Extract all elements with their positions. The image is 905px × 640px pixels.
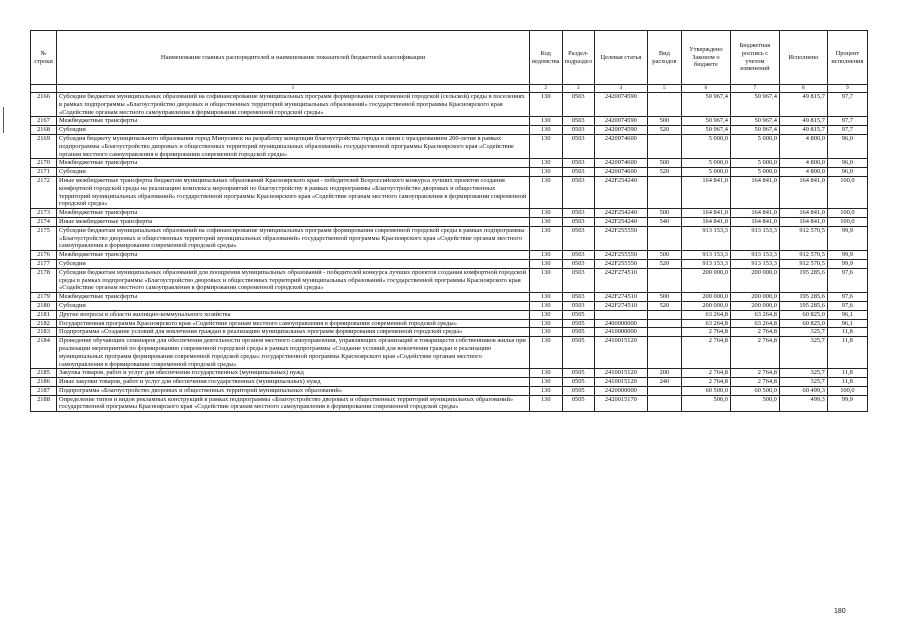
table-row — [31, 337, 868, 369]
percent-cell: 96,0 — [827, 168, 867, 177]
name-cell: Подпрограмма «Благоустройство дворовых и общественных территорий муниципальных образований» — [57, 386, 530, 395]
department-code-cell: 130 — [530, 319, 563, 328]
schedule-amount-cell: 200 000,0 — [730, 268, 779, 292]
name-cell: Закупка товаров, работ и услуг для обеспечения государственных (муниципальных) нужд — [57, 369, 530, 378]
table-row — [31, 126, 868, 135]
approved-amount-cell: 500,0 — [681, 395, 730, 412]
percent-cell: 11,8 — [827, 378, 867, 387]
executed-amount-cell: 164 841,0 — [779, 209, 827, 218]
schedule-amount-cell: 2 764,8 — [730, 378, 779, 387]
target-item-cell: 2420074590 — [594, 117, 647, 126]
department-code-cell: 130 — [530, 301, 563, 310]
header-section: Раздел-подраздел — [562, 31, 594, 85]
approved-amount-cell: 5 000,0 — [681, 168, 730, 177]
section-cell: 0503 — [562, 301, 594, 310]
executed-amount-cell: 60 825,0 — [779, 319, 827, 328]
percent-cell: 11,8 — [827, 369, 867, 378]
row-number-cell: 2188 — [31, 395, 57, 412]
target-item-cell: 242F255550 — [594, 251, 647, 260]
name-cell: Субсидии — [57, 168, 530, 177]
executed-amount-cell: 195 285,6 — [779, 301, 827, 310]
name-cell: Иные закупки товаров, работ и услуг для обеспечения государственных (муниципальных) нужд — [57, 378, 530, 387]
target-item-cell: 2420074590 — [594, 126, 647, 135]
executed-amount-cell: 4 800,0 — [779, 168, 827, 177]
table-row — [31, 301, 868, 310]
approved-amount-cell: 60 500,0 — [681, 386, 730, 395]
approved-amount-cell: 5 000,0 — [681, 159, 730, 168]
approved-amount-cell: 2 764,8 — [681, 378, 730, 387]
department-code-cell: 130 — [530, 93, 563, 117]
row-number-cell: 2166 — [31, 93, 57, 117]
column-number-row — [31, 85, 868, 93]
column-number: 5 — [647, 85, 681, 93]
approved-amount-cell: 913 153,3 — [681, 259, 730, 268]
schedule-amount-cell: 913 153,3 — [730, 226, 779, 250]
expense-type-cell — [647, 386, 681, 395]
row-number-cell: 2169 — [31, 134, 57, 158]
target-item-cell: 242F255550 — [594, 226, 647, 250]
table-row — [31, 310, 868, 319]
header-budget-schedule: Бюджетная роспись с учетом изменений — [730, 31, 779, 85]
approved-amount-cell: 164 841,0 — [681, 176, 730, 208]
department-code-cell: 130 — [530, 395, 563, 412]
percent-cell: 97,7 — [827, 117, 867, 126]
approved-amount-cell: 2 764,8 — [681, 369, 730, 378]
column-number: 3 — [562, 85, 594, 93]
column-number — [31, 85, 57, 93]
expense-type-cell — [647, 268, 681, 292]
table-row — [31, 293, 868, 302]
target-item-cell: 2410015120 — [594, 369, 647, 378]
department-code-cell: 130 — [530, 168, 563, 177]
percent-cell: 97,6 — [827, 268, 867, 292]
section-cell: 0503 — [562, 293, 594, 302]
department-code-cell: 130 — [530, 328, 563, 337]
scan-margin-mark — [3, 107, 4, 133]
expense-type-cell — [647, 310, 681, 319]
department-code-cell: 130 — [530, 378, 563, 387]
table-row — [31, 209, 868, 218]
section-cell: 0503 — [562, 226, 594, 250]
row-number-cell: 2173 — [31, 209, 57, 218]
department-code-cell: 130 — [530, 310, 563, 319]
row-number-cell: 2181 — [31, 310, 57, 319]
header-expense-type: Вид расходов — [647, 31, 681, 85]
row-number-cell: 2180 — [31, 301, 57, 310]
name-cell: Иные межбюджетные трансферты бюджетам муниципальных образований Красноярского края - победителей Всероссийского конкурса лучших проектов создания комфортной городской среды на реализацию комплекса мероприятий по благоустройству в рамках подпрограммы «Благоустройство дворовых и общественных территорий муниципальных образований» государственной программы Красноярского края «Содействие органам местного самоуправления в формировании современной городской среды» — [57, 176, 530, 208]
table-row — [31, 159, 868, 168]
approved-amount-cell: 913 153,3 — [681, 251, 730, 260]
table-row — [31, 259, 868, 268]
executed-amount-cell: 325,7 — [779, 369, 827, 378]
approved-amount-cell: 164 841,0 — [681, 217, 730, 226]
table-row — [31, 378, 868, 387]
target-item-cell: 2410000000 — [594, 328, 647, 337]
percent-cell: 97,7 — [827, 93, 867, 117]
expense-type-cell — [647, 176, 681, 208]
section-cell: 0505 — [562, 369, 594, 378]
row-number-cell: 2183 — [31, 328, 57, 337]
target-item-cell: 2410015120 — [594, 337, 647, 369]
row-number-cell: 2185 — [31, 369, 57, 378]
table-row — [31, 217, 868, 226]
executed-amount-cell: 325,7 — [779, 378, 827, 387]
approved-amount-cell: 2 764,8 — [681, 328, 730, 337]
header-department-code: Код ведомства — [530, 31, 563, 85]
header-name: Наименование главных распорядителей и наименование показателей бюджетной классификации — [57, 31, 530, 85]
section-cell: 0503 — [562, 217, 594, 226]
executed-amount-cell: 4 800,0 — [779, 134, 827, 158]
department-code-cell: 130 — [530, 293, 563, 302]
approved-amount-cell: 913 153,3 — [681, 226, 730, 250]
section-cell: 0503 — [562, 176, 594, 208]
percent-cell: 96,0 — [827, 159, 867, 168]
schedule-amount-cell: 500,0 — [730, 395, 779, 412]
name-cell: Государственная программа Красноярского края «Содействие органам местного самоуправления в формировании современной городской среды» — [57, 319, 530, 328]
row-number-cell: 2186 — [31, 378, 57, 387]
row-number-cell: 2167 — [31, 117, 57, 126]
department-code-cell: 130 — [530, 259, 563, 268]
section-cell: 0505 — [562, 386, 594, 395]
approved-amount-cell: 63 264,8 — [681, 310, 730, 319]
percent-cell: 11,8 — [827, 328, 867, 337]
schedule-amount-cell: 164 841,0 — [730, 209, 779, 218]
name-cell: Субсидия бюджету муниципального образования город Минусинск на разработку концепции благоустройства города в связи с празднованием 200-летия в рамках подпрограммы «Благоустройство дворовых и общественных территорий муниципальных образований» государственной программы Красноярского края «Содействие органам местного самоуправления в формировании современной городской среды» — [57, 134, 530, 158]
target-item-cell: 242F254240 — [594, 209, 647, 218]
column-number: 9 — [827, 85, 867, 93]
expense-type-cell — [647, 395, 681, 412]
percent-cell: 97,6 — [827, 301, 867, 310]
section-cell: 0505 — [562, 310, 594, 319]
expense-type-cell: 540 — [647, 217, 681, 226]
name-cell: Межбюджетные трансферты — [57, 159, 530, 168]
expense-type-cell — [647, 134, 681, 158]
table-row — [31, 268, 868, 292]
department-code-cell: 130 — [530, 126, 563, 135]
schedule-amount-cell: 200 000,0 — [730, 301, 779, 310]
percent-cell: 100,0 — [827, 217, 867, 226]
department-code-cell: 130 — [530, 159, 563, 168]
department-code-cell: 130 — [530, 226, 563, 250]
row-number-cell: 2184 — [31, 337, 57, 369]
table-row — [31, 93, 868, 117]
schedule-amount-cell: 5 000,0 — [730, 159, 779, 168]
approved-amount-cell: 50 967,4 — [681, 93, 730, 117]
header-execution-percent: Процент исполнения — [827, 31, 867, 85]
schedule-amount-cell: 5 000,0 — [730, 134, 779, 158]
row-number-cell: 2182 — [31, 319, 57, 328]
section-cell: 0505 — [562, 328, 594, 337]
expense-type-cell: 520 — [647, 301, 681, 310]
row-number-cell: 2179 — [31, 293, 57, 302]
expense-type-cell: 200 — [647, 369, 681, 378]
column-number: 2 — [530, 85, 563, 93]
target-item-cell: 242F254240 — [594, 217, 647, 226]
column-number: 8 — [779, 85, 827, 93]
table-row — [31, 117, 868, 126]
percent-cell: 96,1 — [827, 319, 867, 328]
column-number: 7 — [730, 85, 779, 93]
executed-amount-cell: 325,7 — [779, 328, 827, 337]
section-cell: 0505 — [562, 337, 594, 369]
schedule-amount-cell: 50 967,4 — [730, 126, 779, 135]
target-item-cell: 2420074600 — [594, 168, 647, 177]
header-row-number: № строки — [31, 31, 57, 85]
table-row — [31, 328, 868, 337]
target-item-cell: 242F255550 — [594, 259, 647, 268]
schedule-amount-cell: 164 841,0 — [730, 176, 779, 208]
header-approved: Утверждено Законом о бюджете — [681, 31, 730, 85]
expense-type-cell: 500 — [647, 159, 681, 168]
percent-cell: 11,8 — [827, 337, 867, 369]
name-cell: Субсидии — [57, 126, 530, 135]
section-cell: 0503 — [562, 126, 594, 135]
executed-amount-cell: 195 285,6 — [779, 268, 827, 292]
row-number-cell: 2178 — [31, 268, 57, 292]
schedule-amount-cell: 50 967,4 — [730, 117, 779, 126]
row-number-cell: 2172 — [31, 176, 57, 208]
row-number-cell: 2174 — [31, 217, 57, 226]
department-code-cell: 130 — [530, 117, 563, 126]
section-cell: 0503 — [562, 251, 594, 260]
schedule-amount-cell: 63 264,8 — [730, 319, 779, 328]
percent-cell: 99,9 — [827, 259, 867, 268]
expense-type-cell: 520 — [647, 168, 681, 177]
percent-cell: 97,6 — [827, 293, 867, 302]
name-cell: Проведение обучающих семинаров для обеспечения деятельности органов местного самоуправления, управляющих организаций и товариществ собственников жилья при реализации мероприятий по формированию современной городской среды в рамках подпрограммы «Создание условий для вовлечения граждан в реализацию муниципальных программ формирования современной городской среды» государственной программы Красноярского края «Содействие органам местного самоуправления в формировании современной городской среды» — [57, 337, 530, 369]
target-item-cell: 242F274510 — [594, 268, 647, 292]
approved-amount-cell: 2 764,8 — [681, 337, 730, 369]
target-item-cell: 2420015170 — [594, 395, 647, 412]
target-item-cell: 2420074600 — [594, 134, 647, 158]
executed-amount-cell: 912 570,5 — [779, 251, 827, 260]
name-cell: Межбюджетные трансферты — [57, 117, 530, 126]
name-cell: Иные межбюджетные трансферты — [57, 217, 530, 226]
expense-type-cell — [647, 93, 681, 117]
schedule-amount-cell: 63 264,8 — [730, 310, 779, 319]
header-executed: Исполнено — [779, 31, 827, 85]
schedule-amount-cell: 164 841,0 — [730, 217, 779, 226]
schedule-amount-cell: 200 000,0 — [730, 293, 779, 302]
department-code-cell: 130 — [530, 337, 563, 369]
expense-type-cell — [647, 328, 681, 337]
section-cell: 0505 — [562, 378, 594, 387]
table-row — [31, 226, 868, 250]
expense-type-cell: 240 — [647, 378, 681, 387]
target-item-cell: 2420074600 — [594, 159, 647, 168]
executed-amount-cell: 4 800,0 — [779, 159, 827, 168]
section-cell: 0505 — [562, 319, 594, 328]
name-cell: Субсидии бюджетам муниципальных образований на софинансирование муниципальных программ формирования современной городской (сельской) среды в поселениях в рамках подпрограммы «Благоустройство дворовых и общественных территорий муниципальных образований» государственной программы Красноярского края «Содействие органам местного самоуправления в формировании современной городской среды» — [57, 93, 530, 117]
expense-type-cell: 520 — [647, 126, 681, 135]
expense-type-cell: 500 — [647, 251, 681, 260]
approved-amount-cell: 5 000,0 — [681, 134, 730, 158]
percent-cell: 99,9 — [827, 395, 867, 412]
schedule-amount-cell: 913 153,3 — [730, 259, 779, 268]
table-row — [31, 134, 868, 158]
name-cell: Межбюджетные трансферты — [57, 293, 530, 302]
section-cell: 0503 — [562, 159, 594, 168]
table-row — [31, 369, 868, 378]
approved-amount-cell: 200 000,0 — [681, 293, 730, 302]
name-cell: Субсидии бюджетам муниципальных образований на софинансирование муниципальных программ формирования современной городской среды в рамках подпрограммы «Благоустройство дворовых и общественных территорий муниципальных образований» государственной программы Красноярского края «Содействие органам местного самоуправления в формировании современной городской среды» — [57, 226, 530, 250]
table-row — [31, 319, 868, 328]
column-number: 6 — [681, 85, 730, 93]
schedule-amount-cell: 2 764,8 — [730, 328, 779, 337]
row-number-cell: 2170 — [31, 159, 57, 168]
row-number-cell: 2175 — [31, 226, 57, 250]
header-row — [31, 31, 868, 85]
schedule-amount-cell: 2 764,8 — [730, 369, 779, 378]
executed-amount-cell: 195 285,6 — [779, 293, 827, 302]
percent-cell: 96,1 — [827, 310, 867, 319]
department-code-cell: 130 — [530, 268, 563, 292]
executed-amount-cell: 49 815,7 — [779, 117, 827, 126]
column-number: 4 — [594, 85, 647, 93]
column-number: 1 — [57, 85, 530, 93]
name-cell: Субсидии — [57, 259, 530, 268]
percent-cell: 97,7 — [827, 126, 867, 135]
percent-cell: 100,0 — [827, 209, 867, 218]
approved-amount-cell: 200 000,0 — [681, 301, 730, 310]
section-cell: 0503 — [562, 134, 594, 158]
table-row — [31, 395, 868, 412]
department-code-cell: 130 — [530, 209, 563, 218]
approved-amount-cell: 50 967,4 — [681, 126, 730, 135]
name-cell: Межбюджетные трансферты — [57, 209, 530, 218]
name-cell: Субсидии бюджетам муниципальных образований для поощрения муниципальных образований - победителей конкурса лучших проектов создания комфортной городской среды в рамках подпрограммы «Благоустройство дворовых и общественных территорий муниципальных образований» государственной программы Красноярского края «Содействие органам местного самоуправления в формировании современной городской среды» — [57, 268, 530, 292]
percent-cell: 96,0 — [827, 134, 867, 158]
header-target-item: Целевая статья — [594, 31, 647, 85]
row-number-cell: 2187 — [31, 386, 57, 395]
expense-type-cell: 500 — [647, 117, 681, 126]
department-code-cell: 130 — [530, 386, 563, 395]
target-item-cell: 2420000000 — [594, 386, 647, 395]
department-code-cell: 130 — [530, 134, 563, 158]
target-item-cell: 2420074590 — [594, 93, 647, 117]
section-cell: 0503 — [562, 268, 594, 292]
table-row — [31, 386, 868, 395]
expense-type-cell: 520 — [647, 259, 681, 268]
target-item-cell: 2410015120 — [594, 378, 647, 387]
expense-type-cell: 500 — [647, 293, 681, 302]
name-cell: Определение типов и видов рекламных конструкций в рамках подпрограммы «Благоустройство дворовых и общественных территорий муниципальных образований» государственной программы Красноярского края «Содействие органам местного самоуправления в формировании современной городской среды» — [57, 395, 530, 412]
executed-amount-cell: 60 825,0 — [779, 310, 827, 319]
executed-amount-cell: 164 841,0 — [779, 176, 827, 208]
section-cell: 0503 — [562, 93, 594, 117]
name-cell: Субсидии — [57, 301, 530, 310]
schedule-amount-cell: 60 500,0 — [730, 386, 779, 395]
name-cell: Межбюджетные трансферты — [57, 251, 530, 260]
table-row — [31, 176, 868, 208]
page-number: 180 — [834, 608, 846, 615]
schedule-amount-cell: 913 153,3 — [730, 251, 779, 260]
expense-type-cell — [647, 337, 681, 369]
department-code-cell: 130 — [530, 251, 563, 260]
schedule-amount-cell: 5 000,0 — [730, 168, 779, 177]
section-cell: 0503 — [562, 259, 594, 268]
name-cell: Другие вопросы в области жилищно-коммунального хозяйства — [57, 310, 530, 319]
schedule-amount-cell: 50 967,4 — [730, 93, 779, 117]
percent-cell: 99,9 — [827, 226, 867, 250]
row-number-cell: 2177 — [31, 259, 57, 268]
executed-amount-cell: 60 499,3 — [779, 386, 827, 395]
target-item-cell: 242F274510 — [594, 293, 647, 302]
row-number-cell: 2168 — [31, 126, 57, 135]
budget-execution-table — [30, 30, 868, 412]
executed-amount-cell: 499,3 — [779, 395, 827, 412]
executed-amount-cell: 49 815,7 — [779, 93, 827, 117]
target-item-cell: 2400000000 — [594, 319, 647, 328]
table-row — [31, 168, 868, 177]
executed-amount-cell: 49 815,7 — [779, 126, 827, 135]
expense-type-cell — [647, 226, 681, 250]
executed-amount-cell: 912 570,5 — [779, 259, 827, 268]
expense-type-cell: 500 — [647, 209, 681, 218]
target-item-cell: 242F274510 — [594, 301, 647, 310]
expense-type-cell — [647, 319, 681, 328]
department-code-cell: 130 — [530, 176, 563, 208]
section-cell: 0503 — [562, 117, 594, 126]
section-cell: 0503 — [562, 168, 594, 177]
executed-amount-cell: 164 841,0 — [779, 217, 827, 226]
approved-amount-cell: 63 264,8 — [681, 319, 730, 328]
approved-amount-cell: 200 000,0 — [681, 268, 730, 292]
name-cell: Подпрограмма «Создание условий для вовлечения граждан в реализацию муниципальных программ формирования современной городской среды» — [57, 328, 530, 337]
row-number-cell: 2176 — [31, 251, 57, 260]
table-row — [31, 251, 868, 260]
percent-cell: 100,0 — [827, 386, 867, 395]
section-cell: 0503 — [562, 209, 594, 218]
percent-cell: 99,9 — [827, 251, 867, 260]
executed-amount-cell: 325,7 — [779, 337, 827, 369]
approved-amount-cell: 50 967,4 — [681, 117, 730, 126]
executed-amount-cell: 912 570,5 — [779, 226, 827, 250]
approved-amount-cell: 164 841,0 — [681, 209, 730, 218]
percent-cell: 100,0 — [827, 176, 867, 208]
row-number-cell: 2171 — [31, 168, 57, 177]
department-code-cell: 130 — [530, 217, 563, 226]
section-cell: 0505 — [562, 395, 594, 412]
target-item-cell: 242F254240 — [594, 176, 647, 208]
department-code-cell: 130 — [530, 369, 563, 378]
schedule-amount-cell: 2 764,8 — [730, 337, 779, 369]
target-item-cell — [594, 310, 647, 319]
